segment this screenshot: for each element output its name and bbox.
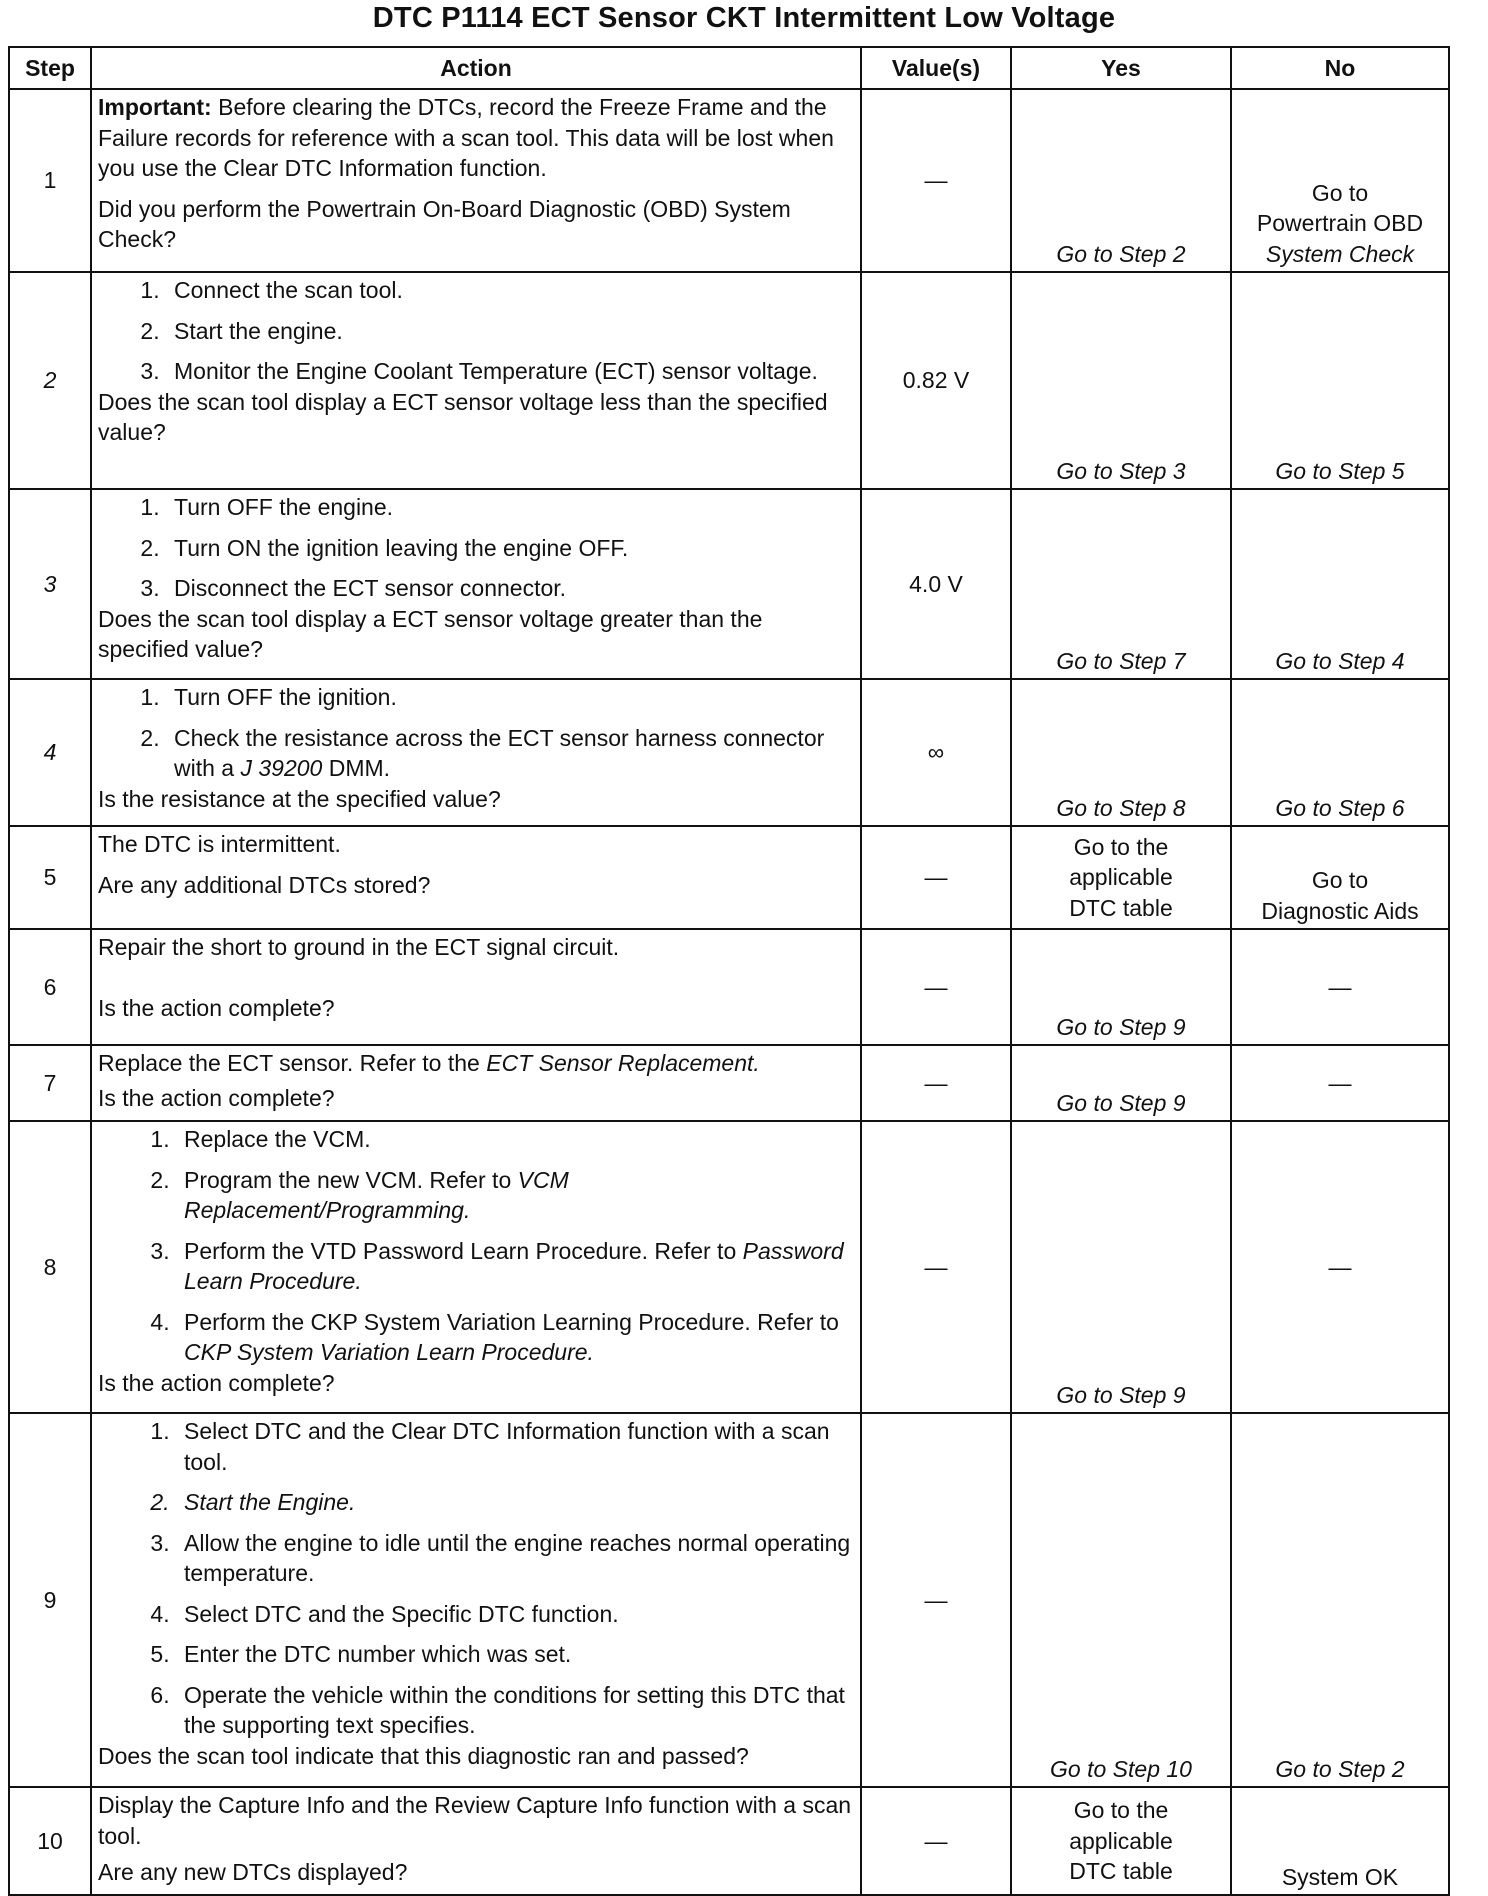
value-cell: — — [861, 1045, 1011, 1121]
action-cell — [91, 1045, 861, 1121]
action-text: Replace the ECT sensor. Refer to the — [98, 1050, 487, 1076]
table-row — [9, 1045, 1449, 1121]
list-item: 3. Allow the engine to idle until the engine reaches normal operating temperature. — [176, 1528, 854, 1589]
value-cell: — — [861, 1121, 1011, 1413]
no-cell: Go to Step 2 — [1231, 1413, 1449, 1787]
question: Is the action complete? — [98, 1084, 335, 1111]
question: Does the scan tool indicate that this diagnostic ran and passed? — [98, 1742, 749, 1769]
no-line: Diagnostic Aids — [1261, 897, 1419, 924]
step-number: 2 — [9, 272, 91, 489]
table-row — [9, 1787, 1449, 1895]
no-cell: Go to Step 5 — [1231, 272, 1449, 489]
list-item-text: Check the resistance across the ECT sensor harness connector with a — [174, 724, 825, 781]
value-cell: — — [861, 1413, 1011, 1787]
yes-cell: Go to Step 9 — [1011, 1121, 1231, 1413]
action-cell — [91, 89, 861, 272]
diagnostic-table — [8, 46, 1450, 1896]
no-cell — [1231, 89, 1449, 272]
step-number: 7 — [9, 1045, 91, 1121]
list-item: 1. Select DTC and the Clear DTC Information function with a scan tool. — [176, 1416, 854, 1477]
no-cell: System OK — [1231, 1787, 1449, 1895]
action-cell — [91, 489, 861, 679]
yes-cell — [1011, 826, 1231, 929]
list-item: 3. Monitor the Engine Coolant Temperature (ECT) sensor voltage. — [166, 356, 854, 387]
list-item — [176, 1236, 854, 1297]
table-row — [9, 272, 1449, 489]
list-item-text: Perform the VTD Password Learn Procedure. Refer to — [184, 1237, 743, 1264]
step-number: 10 — [9, 1787, 91, 1895]
action-text: Display the Capture Info and the Review Capture Info function with a scan tool. — [98, 1792, 852, 1849]
list-item: 1. Turn OFF the engine. — [166, 492, 854, 523]
no-line: Go to — [1311, 867, 1369, 893]
question: Is the resistance at the specified value? — [98, 785, 501, 812]
action-cell — [91, 1787, 861, 1895]
table-row — [9, 929, 1449, 1045]
action-text: Repair the short to ground in the ECT signal circuit. — [98, 934, 620, 960]
value-cell: — — [861, 89, 1011, 272]
step-number: 9 — [9, 1413, 91, 1787]
list-item: 6. Operate the vehicle within the conditions for setting this DTC that the supporting text specifies. — [176, 1680, 854, 1741]
action-cell — [91, 679, 861, 826]
no-line: Go to — [1311, 179, 1369, 206]
list-item-text: Perform the CKP System Variation Learning Procedure. Refer to — [184, 1308, 839, 1335]
procedure-reference: CKP System Variation Learn Procedure. — [184, 1339, 594, 1365]
no-cell: — — [1231, 1121, 1449, 1413]
table-row — [9, 1121, 1449, 1413]
question: Did you perform the Powertrain On-Board Diagnostic (OBD) System Check? — [98, 195, 791, 252]
value-cell: — — [861, 929, 1011, 1045]
table-row — [9, 89, 1449, 272]
step-number: 3 — [9, 489, 91, 679]
list-item-text: DMM. — [322, 755, 391, 781]
yes-cell — [1011, 1787, 1231, 1895]
important-label: Important: — [98, 94, 212, 120]
value-cell: — — [861, 826, 1011, 929]
action-text: The DTC is intermittent. — [98, 831, 341, 857]
list-item: 1. Replace the VCM. — [176, 1124, 854, 1155]
table-header-row — [9, 47, 1449, 89]
yes-line: DTC table — [1069, 1858, 1173, 1885]
list-item: 2. Start the engine. — [166, 316, 854, 347]
step-number: 8 — [9, 1121, 91, 1413]
yes-cell: Go to Step 7 — [1011, 489, 1231, 679]
no-cell: Go to Step 4 — [1231, 489, 1449, 679]
step-number: 4 — [9, 679, 91, 826]
action-cell — [91, 272, 861, 489]
list-item: 1. Turn OFF the ignition. — [166, 682, 854, 713]
no-cell: — — [1231, 929, 1449, 1045]
no-cell: Go to Step 6 — [1231, 679, 1449, 826]
yes-cell: Go to Step 2 — [1011, 89, 1231, 272]
step-number: 5 — [9, 826, 91, 929]
no-cell — [1231, 826, 1449, 929]
yes-line: Go to the — [1073, 833, 1169, 860]
list-item: 5. Enter the DTC number which was set. — [176, 1639, 854, 1670]
yes-line: applicable — [1069, 1827, 1173, 1854]
action-cell — [91, 929, 861, 1045]
no-line: Powertrain OBD — [1256, 210, 1424, 236]
step-number: 6 — [9, 929, 91, 1045]
list-item — [166, 723, 854, 784]
value-cell: ∞ — [861, 679, 1011, 826]
value-cell: 4.0 V — [861, 489, 1011, 679]
yes-line: DTC table — [1069, 894, 1173, 921]
no-cell: — — [1231, 1045, 1449, 1121]
yes-cell: Go to Step 8 — [1011, 679, 1231, 826]
no-line: System Check — [1265, 240, 1415, 267]
table-row — [9, 679, 1449, 826]
tool-reference: J 39200 — [240, 755, 323, 781]
table-row — [9, 826, 1449, 929]
yes-cell: Go to Step 9 — [1011, 1045, 1231, 1121]
list-item — [176, 1165, 854, 1226]
list-item: 3. Disconnect the ECT sensor connector. — [166, 573, 854, 604]
procedure-reference: ECT Sensor Replacement. — [486, 1050, 760, 1076]
header-no: No — [1231, 47, 1449, 89]
value-cell: — — [861, 1787, 1011, 1895]
list-item: 2. Turn ON the ignition leaving the engine OFF. — [166, 533, 854, 564]
action-cell — [91, 826, 861, 929]
yes-line: applicable — [1069, 864, 1173, 891]
procedure-reference: VCM Replacement/Programming. — [184, 1166, 569, 1223]
list-item: 2. Start the Engine. — [176, 1487, 854, 1518]
value-cell: 0.82 V — [861, 272, 1011, 489]
header-value: Value(s) — [861, 47, 1011, 89]
important-text: Before clearing the DTCs, record the Freeze Frame and the Failure records for reference with a scan tool. This data will be lost when you use the Clear DTC Information function. — [98, 94, 834, 181]
action-cell — [91, 1121, 861, 1413]
question: Are any new DTCs displayed? — [98, 1859, 408, 1885]
yes-cell: Go to Step 3 — [1011, 272, 1231, 489]
yes-line: Go to the — [1073, 1797, 1169, 1824]
question: Does the scan tool display a ECT sensor voltage less than the specified value? — [98, 388, 828, 445]
question: Is the action complete? — [98, 994, 335, 1021]
question: Is the action complete? — [98, 1369, 335, 1396]
question: Does the scan tool display a ECT sensor voltage greater than the specified value? — [98, 605, 763, 662]
header-yes: Yes — [1011, 47, 1231, 89]
header-step: Step — [9, 47, 91, 89]
table-row — [9, 489, 1449, 679]
step-number: 1 — [9, 89, 91, 272]
list-item: 4. Select DTC and the Specific DTC function. — [176, 1599, 854, 1630]
list-item-text: Program the new VCM. Refer to — [184, 1166, 518, 1193]
list-item: 1. Connect the scan tool. — [166, 275, 854, 306]
yes-cell: Go to Step 10 — [1011, 1413, 1231, 1787]
procedure-reference: Password Learn Procedure. — [184, 1237, 844, 1294]
action-cell — [91, 1413, 861, 1787]
header-action: Action — [91, 47, 861, 89]
page-title: DTC P1114 ECT Sensor CKT Intermittent Low Voltage — [372, 2, 1116, 34]
yes-cell: Go to Step 9 — [1011, 929, 1231, 1045]
question: Are any additional DTCs stored? — [98, 871, 431, 898]
table-row — [9, 1413, 1449, 1787]
list-item — [176, 1307, 854, 1368]
